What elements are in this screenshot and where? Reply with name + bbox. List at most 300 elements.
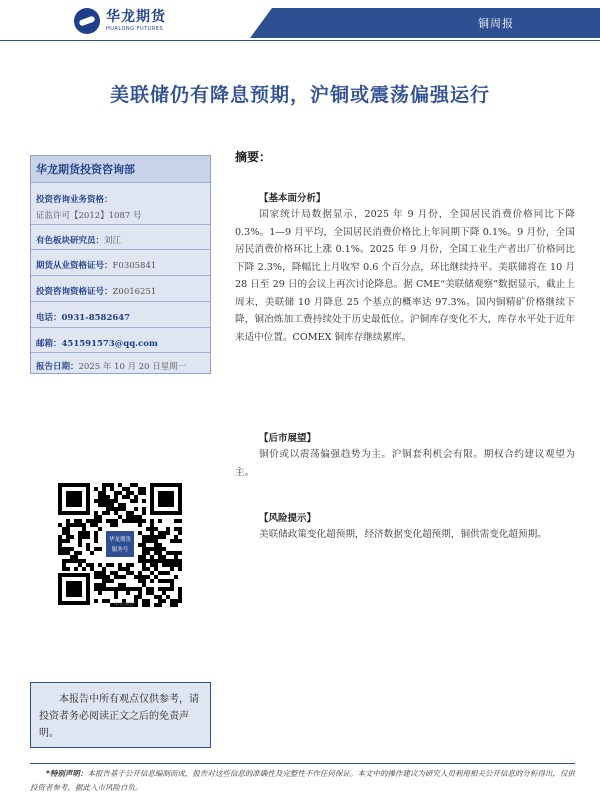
qr-module	[134, 515, 138, 519]
qr-module	[58, 535, 62, 539]
qr-module	[118, 575, 122, 579]
qr-module	[174, 555, 178, 559]
qr-module	[122, 567, 126, 571]
qr-module	[138, 491, 142, 495]
qr-module	[62, 559, 66, 563]
qr-module	[70, 555, 74, 559]
qr-module	[138, 523, 142, 527]
researcher-row	[31, 225, 210, 250]
qr-module	[138, 555, 142, 559]
qr-module	[66, 527, 70, 531]
qr-module	[102, 583, 106, 587]
qr-module	[166, 595, 170, 599]
qr-module	[146, 567, 150, 571]
qr-module	[102, 587, 106, 591]
qr-module	[118, 587, 122, 591]
qr-module	[174, 575, 178, 579]
qr-module	[106, 575, 110, 579]
qr-module	[122, 507, 126, 511]
qr-module	[98, 491, 102, 495]
qr-module	[106, 563, 110, 567]
qr-module	[94, 519, 98, 523]
qr-module	[126, 491, 130, 495]
email-link[interactable]: 451591573@qq.com	[61, 339, 158, 349]
qr-module	[106, 499, 110, 503]
qr-module	[134, 519, 138, 523]
qr-module	[146, 591, 150, 595]
qualification-label: 投资咨询业务资格：	[36, 195, 113, 205]
report-title: 美联储仍有降息预期，沪铜或震荡偏强运行	[109, 84, 490, 106]
qr-module	[134, 483, 138, 487]
qr-module	[110, 503, 114, 507]
qr-module	[142, 507, 146, 511]
qr-module	[158, 519, 162, 523]
qr-module	[106, 511, 110, 515]
qr-module	[102, 483, 106, 487]
qr-module	[150, 555, 154, 559]
qr-module	[86, 563, 90, 567]
qr-module	[162, 571, 166, 575]
qr-module	[146, 547, 150, 551]
qr-module	[150, 579, 154, 583]
qr-module	[174, 535, 178, 539]
page-header	[0, 0, 600, 44]
qr-module	[74, 551, 78, 555]
qr-module	[138, 595, 142, 599]
qr-module	[146, 587, 150, 591]
qr-module	[158, 543, 162, 547]
qr-module	[174, 559, 178, 563]
qr-module	[114, 491, 118, 495]
qr-module	[86, 531, 90, 535]
qr-module	[130, 515, 134, 519]
qr-module	[166, 571, 170, 575]
qr-module	[146, 527, 150, 531]
qr-module	[126, 515, 130, 519]
qr-module	[118, 483, 122, 487]
qr-module	[166, 563, 170, 567]
qr-module	[106, 507, 110, 511]
qr-module	[134, 599, 138, 603]
qr-module	[62, 551, 66, 555]
qr-module	[94, 515, 98, 519]
qr-module	[78, 559, 82, 563]
company-logo	[74, 6, 166, 36]
qr-module	[74, 519, 78, 523]
qr-module	[178, 539, 182, 543]
qr-module	[162, 579, 166, 583]
qr-module	[142, 603, 146, 607]
report-date-row	[31, 353, 210, 375]
qr-module	[150, 523, 154, 527]
qr-module	[78, 539, 82, 543]
qr-module	[98, 495, 102, 499]
qr-module	[126, 587, 130, 591]
qr-module	[90, 523, 94, 527]
qr-module	[170, 583, 174, 587]
qr-module	[142, 575, 146, 579]
qr-module	[102, 487, 106, 491]
qr-module	[150, 571, 154, 575]
qr-module	[94, 535, 98, 539]
qr-module	[142, 551, 146, 555]
qr-module	[102, 599, 106, 603]
qr-module	[150, 587, 154, 591]
qr-module	[114, 519, 118, 523]
qr-module	[66, 551, 70, 555]
qr-module	[130, 571, 134, 575]
qr-module	[178, 519, 182, 523]
qr-module	[118, 507, 122, 511]
qr-module	[90, 563, 94, 567]
special-statement-text: 本报告基于公开信息编制而成，报告对这些信息的准确性及完整性不作任何保证。本文中的操作建议为研究人员利用相关公开信息的分析得出，仅供投资者参考，据此入市风险自负。	[30, 769, 575, 792]
qr-module	[122, 487, 126, 491]
qr-module	[162, 531, 166, 535]
qr-module	[174, 603, 178, 607]
qr-module	[126, 567, 130, 571]
qr-module	[138, 519, 142, 523]
qr-module	[158, 603, 162, 607]
qr-module	[146, 559, 150, 563]
qr-code	[50, 475, 190, 613]
qr-center-logo	[104, 529, 136, 559]
qr-module	[98, 587, 102, 591]
qr-module	[158, 579, 162, 583]
qr-module	[130, 587, 134, 591]
qr-module	[66, 567, 70, 571]
qr-module	[150, 559, 154, 563]
qr-module	[142, 579, 146, 583]
qr-module	[130, 483, 134, 487]
qr-finder-top-right	[150, 483, 182, 515]
qr-module	[118, 503, 122, 507]
qr-module	[118, 567, 122, 571]
qr-module	[102, 499, 106, 503]
qr-module	[154, 563, 158, 567]
qr-logo-line1: 华龙期货	[108, 537, 132, 543]
qr-module	[162, 559, 166, 563]
qr-module	[114, 595, 118, 599]
qr-module	[158, 531, 162, 535]
qr-module	[138, 559, 142, 563]
qr-module	[146, 535, 150, 539]
qr-module	[162, 555, 166, 559]
phone-row	[31, 302, 210, 328]
qr-module	[162, 599, 166, 603]
qr-module	[58, 543, 62, 547]
qr-module	[150, 563, 154, 567]
qr-module	[134, 603, 138, 607]
qr-module	[142, 559, 146, 563]
qr-module	[66, 531, 70, 535]
qr-module	[142, 535, 146, 539]
qr-module	[102, 567, 106, 571]
qr-module	[110, 483, 114, 487]
qr-module	[70, 547, 74, 551]
qr-module	[130, 491, 134, 495]
qr-module	[170, 587, 174, 591]
qr-caption: 华龙期货	[114, 602, 135, 608]
qr-module	[82, 527, 86, 531]
qr-module	[142, 583, 146, 587]
qr-module	[170, 563, 174, 567]
report-type-label: 铜周报	[478, 17, 514, 30]
qr-module	[154, 527, 158, 531]
qr-module	[58, 523, 62, 527]
qr-module	[78, 563, 82, 567]
qr-module	[178, 559, 182, 563]
qr-module	[86, 547, 90, 551]
qr-module	[58, 547, 62, 551]
qr-module	[138, 515, 142, 519]
qr-module	[70, 523, 74, 527]
qr-module	[166, 559, 170, 563]
qr-module	[146, 551, 150, 555]
qr-finder-bottom-left	[58, 573, 90, 605]
qr-module	[170, 539, 174, 543]
qr-module	[142, 491, 146, 495]
qr-module	[106, 495, 110, 499]
qr-module	[78, 551, 82, 555]
logo-chinese-name: 华龙期货	[106, 9, 166, 25]
qr-module	[130, 519, 134, 523]
qr-module	[66, 523, 70, 527]
report-date-value: 2025 年 10 月 20 日星期一	[78, 362, 187, 372]
qr-module	[130, 511, 134, 515]
qr-module	[154, 559, 158, 563]
qr-module	[162, 535, 166, 539]
qr-module	[98, 519, 102, 523]
qr-logo-line2: 服务号	[111, 547, 129, 553]
qr-module	[114, 587, 118, 591]
qr-module	[126, 519, 130, 523]
qr-module	[178, 527, 182, 531]
qr-module	[122, 587, 126, 591]
qr-module	[86, 535, 90, 539]
qr-module	[158, 555, 162, 559]
qr-module	[138, 531, 142, 535]
qr-module	[174, 551, 178, 555]
qr-module	[142, 543, 146, 547]
qr-module	[174, 539, 178, 543]
qr-module	[62, 567, 66, 571]
qr-module	[78, 543, 82, 547]
qr-module	[154, 575, 158, 579]
qr-module	[102, 511, 106, 515]
qr-module	[102, 503, 106, 507]
qr-module	[94, 499, 98, 503]
qr-module	[94, 599, 98, 603]
qr-module	[166, 587, 170, 591]
qr-module	[158, 551, 162, 555]
qr-module	[162, 587, 166, 591]
qr-module	[86, 543, 90, 547]
qr-finder-top-left	[58, 483, 90, 515]
qr-module	[74, 523, 78, 527]
qr-module	[78, 531, 82, 535]
qr-module	[170, 559, 174, 563]
qr-module	[170, 551, 174, 555]
qr-module	[118, 515, 122, 519]
qr-module	[106, 519, 110, 523]
qr-module	[142, 555, 146, 559]
qr-module	[74, 567, 78, 571]
qr-module	[158, 571, 162, 575]
qr-module	[114, 571, 118, 575]
qr-module	[102, 571, 106, 575]
qr-module	[166, 531, 170, 535]
qr-module	[146, 599, 150, 603]
risk-text: 美联储政策变化超预期，经济数据变化超预期，铜供需变化超预期。	[259, 529, 547, 540]
qr-module	[102, 491, 106, 495]
advisory-cert-value: Z0016251	[112, 287, 157, 297]
phone-label: 电话：	[36, 313, 62, 323]
qr-module	[154, 535, 158, 539]
qr-module	[94, 539, 98, 543]
qr-module	[142, 511, 146, 515]
qr-module	[126, 495, 130, 499]
qr-module	[70, 535, 74, 539]
qr-module	[162, 547, 166, 551]
qr-module	[142, 539, 146, 543]
qr-module	[154, 543, 158, 547]
qr-module	[154, 595, 158, 599]
qr-module	[162, 563, 166, 567]
qr-module	[138, 575, 142, 579]
qr-module	[158, 547, 162, 551]
qr-module	[58, 551, 62, 555]
qr-module	[118, 583, 122, 587]
qr-module	[150, 547, 154, 551]
disclaimer-notice-box	[30, 682, 211, 748]
logo-emblem-icon	[74, 8, 100, 34]
qr-module	[150, 535, 154, 539]
department-name: 华龙期货投资咨询部	[36, 163, 135, 176]
qr-module	[66, 559, 70, 563]
qr-module	[94, 575, 98, 579]
qr-module	[154, 567, 158, 571]
qr-module	[78, 523, 82, 527]
qr-module	[142, 499, 146, 503]
qr-module	[174, 519, 178, 523]
qr-module	[98, 571, 102, 575]
qr-module	[154, 539, 158, 543]
qr-module	[134, 495, 138, 499]
qr-module	[114, 507, 118, 511]
qr-module	[82, 567, 86, 571]
department-row	[31, 156, 210, 183]
qr-module	[82, 531, 86, 535]
qualification-value: 证监许可【2012】1087 号	[36, 211, 142, 221]
qr-module	[126, 591, 130, 595]
qr-module	[98, 591, 102, 595]
qr-code-image	[50, 475, 190, 613]
qr-module	[90, 567, 94, 571]
researcher-value: 刘江	[104, 236, 122, 246]
qr-module	[74, 555, 78, 559]
qr-module	[122, 519, 126, 523]
qr-module	[178, 563, 182, 567]
qr-module	[110, 579, 114, 583]
qr-module	[114, 575, 118, 579]
qr-module	[66, 539, 70, 543]
special-statement	[30, 767, 575, 795]
qr-module	[170, 603, 174, 607]
qr-module	[78, 535, 82, 539]
qr-module	[150, 519, 154, 523]
qr-module	[170, 579, 174, 583]
qr-module	[106, 483, 110, 487]
qr-module	[82, 535, 86, 539]
qr-module	[62, 531, 66, 535]
qr-module	[102, 579, 106, 583]
qr-module	[106, 503, 110, 507]
qr-module	[134, 575, 138, 579]
qr-module	[142, 599, 146, 603]
footer-divider	[30, 763, 575, 764]
qr-module	[178, 567, 182, 571]
qr-module	[62, 563, 66, 567]
qr-module	[62, 539, 66, 543]
qr-module	[98, 499, 102, 503]
qr-module	[94, 523, 98, 527]
qr-module	[110, 499, 114, 503]
qr-module	[94, 587, 98, 591]
qr-module	[114, 591, 118, 595]
qr-module	[82, 523, 86, 527]
email-label: 邮箱：	[36, 339, 62, 349]
qr-module	[66, 547, 70, 551]
qr-module	[166, 579, 170, 583]
qr-module	[94, 511, 98, 515]
qr-module	[146, 539, 150, 543]
disclaimer-notice-text: 本报告中所有观点仅供参考，请投资者务必阅读正文之后的免责声明。	[39, 694, 199, 739]
qr-module	[122, 503, 126, 507]
qr-module	[154, 603, 158, 607]
header-band	[250, 8, 600, 38]
qr-module	[178, 591, 182, 595]
qr-module	[114, 523, 118, 527]
qr-module	[122, 583, 126, 587]
qr-module	[94, 571, 98, 575]
qr-module	[110, 571, 114, 575]
qr-module	[82, 559, 86, 563]
qr-module	[146, 603, 150, 607]
qr-module	[94, 583, 98, 587]
qr-module	[126, 487, 130, 491]
qr-module	[114, 495, 118, 499]
qr-module	[74, 559, 78, 563]
qr-module	[178, 551, 182, 555]
qr-module	[138, 571, 142, 575]
qr-module	[130, 563, 134, 567]
qr-module	[174, 563, 178, 567]
risk-heading: 【风险提示】	[259, 513, 317, 524]
qr-module	[170, 567, 174, 571]
logo-english-name: HUALONG FUTURES	[106, 26, 164, 32]
futures-cert-label: 期货从业资格证号：	[36, 261, 113, 271]
qr-module	[170, 599, 174, 603]
qr-module	[118, 491, 122, 495]
qr-module	[110, 519, 114, 523]
summary-heading: 摘要：	[235, 150, 272, 164]
qr-module	[138, 579, 142, 583]
qr-module	[122, 495, 126, 499]
advisory-cert-label: 投资咨询资格证号：	[36, 287, 113, 297]
qr-module	[98, 547, 102, 551]
qr-module	[142, 487, 146, 491]
qr-module	[178, 587, 182, 591]
